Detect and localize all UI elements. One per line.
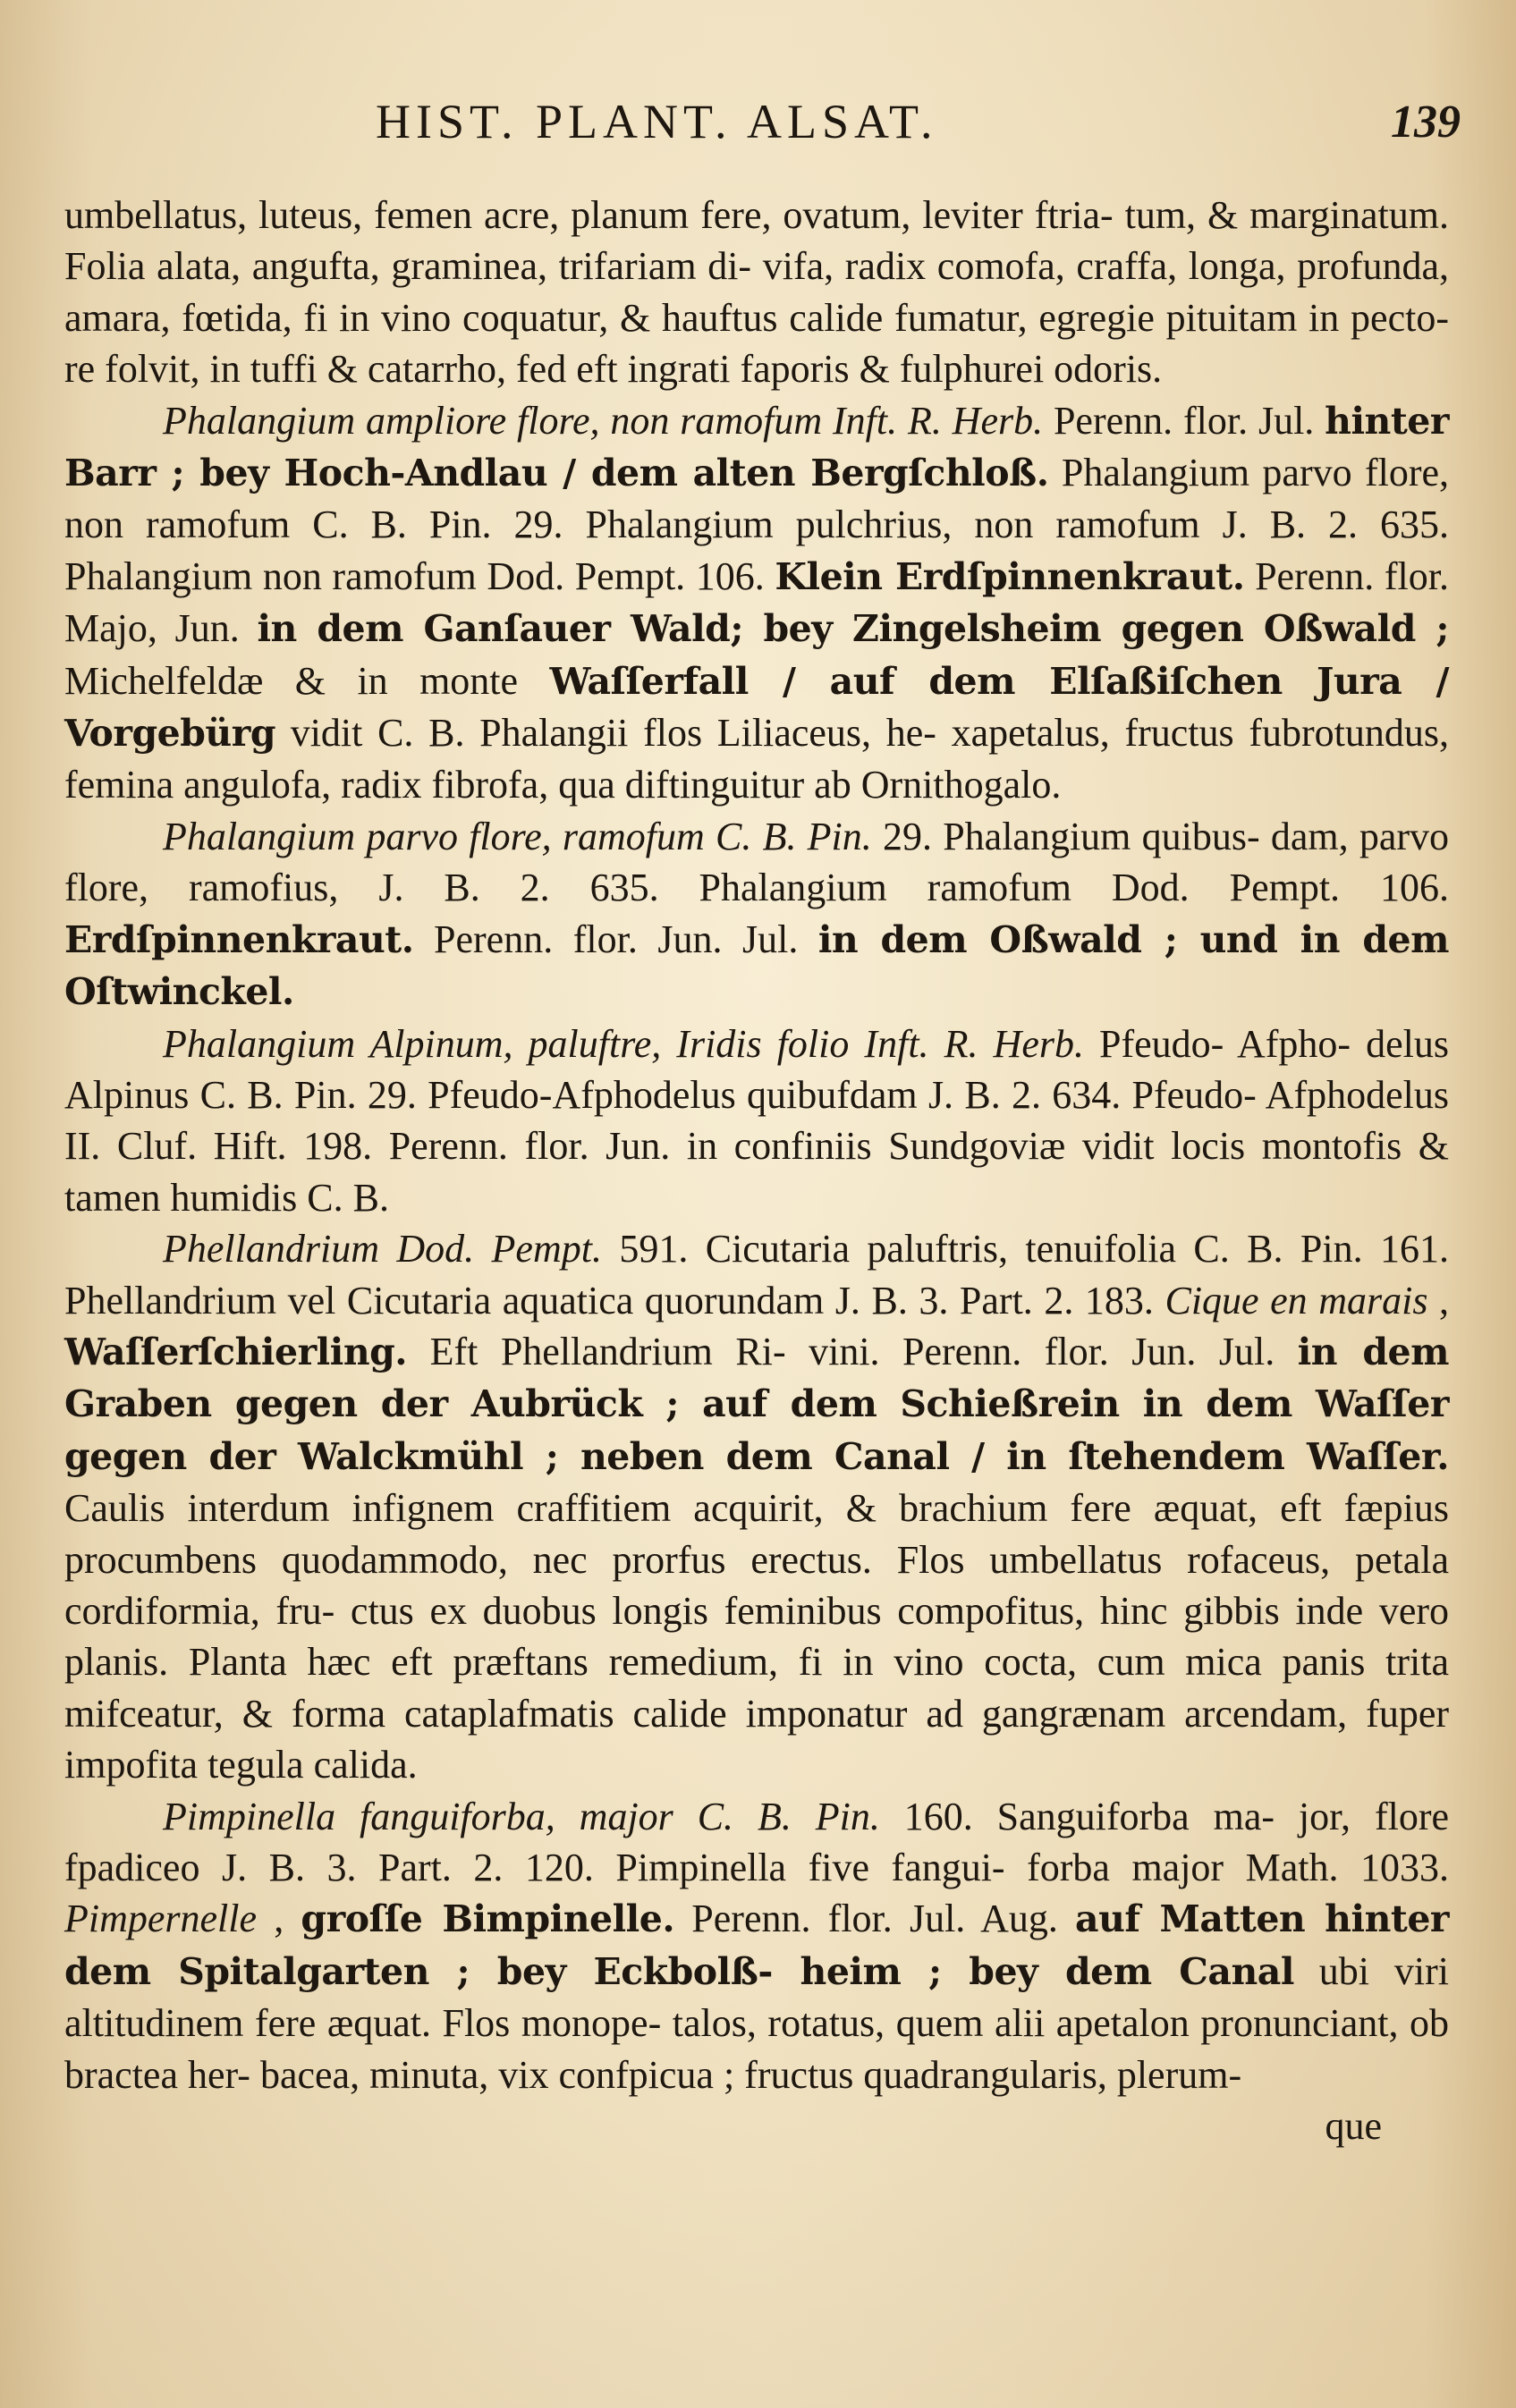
text-run: ,	[1427, 1278, 1450, 1322]
text-run: Pfeudo- Afpho- delus Alpinus C. B. Pin. 29. Pfeudo-Afphodelus quibufdam J. B. 2. 634. Pfeudo- Afphodelus II. Cluf. Hift. 198. Perenn. flor. Jun. in confiniis Sundgoviæ vidit locis montofis & tamen humidis C. B.	[64, 1021, 1449, 1220]
text-run: Eft Phellandrium Ri- vini. Perenn. flor. Jun. Jul.	[407, 1329, 1298, 1373]
page-header	[0, 94, 1516, 148]
text-run: vidit C. B. Phalangii flos Liliaceus, he- xapetalus, fructus fubrotundus, femina angulofa, radix fibrofa, qua diftinguitur ab Ornithogalo.	[64, 711, 1449, 807]
italic-run: Phalangium Alpinum, paluftre, Iridis folio Inft. R. Herb.	[163, 1021, 1084, 1066]
paragraph	[64, 811, 1449, 1018]
text-run: Caulis interdum infignem craffitiem acquirit, & brachium fere æquat, eft fæpius procumbens quodammodo, nec prorfus erectus. Flos umbellatus rofaceus, petala cordiformia, fru- ctus ex duobus longis feminibus compofitus, hinc gibbis inde vero planis. Planta hæc eft præftans remedium, fi in vino cocta, cum mica panis trita mifceatur, & forma cataplafmatis calide imponatur ad gangrænam arcendam, fuper impofita tegula calida.	[64, 1486, 1449, 1787]
german-name-run: Erdſpinnenkraut.	[64, 917, 414, 961]
text-run: Perenn. flor. Jul.	[1043, 398, 1325, 443]
german-name-run: auf Matten hinter dem Spitalgarten ; bey Eckbolß- heim ; bey dem Canal	[64, 1897, 1450, 1993]
text-run: 160. Sanguiforba ma- jor, flore fpadiceo J. B. 3. Part. 2. 120. Pimpinella five fangui- forba major Math. 1033.	[64, 1794, 1449, 1889]
paragraph	[64, 190, 1449, 395]
italic-run: Cique en marais	[1165, 1278, 1428, 1322]
paragraph	[64, 1791, 1449, 2100]
paragraph	[64, 1223, 1449, 1790]
text-run: Perenn. flor. Majo, Jun.	[64, 553, 1449, 651]
catchword: que	[1325, 2104, 1382, 2149]
running-head: HIST. PLANT. ALSAT.	[376, 95, 938, 148]
german-name-run: in dem Graben gegen der Aubrück ; auf dem Schießrein in dem Waſſer gegen der Walckmühl ; neben dem Canal / in ſtehendem Waſſer.	[64, 1330, 1449, 1478]
paragraph	[64, 1018, 1449, 1224]
text-run: Michelfeldæ & in monte	[64, 658, 550, 703]
italic-run: Pimpinella fanguiforba, major C. B. Pin.	[163, 1794, 880, 1838]
german-name-run: hinter Barr ; bey Hoch-Andlau / dem alten Bergſchloß.	[64, 399, 1449, 495]
text-run: 29. Phalangium quibus- dam, parvo flore, ramofius, J. B. 2. 635. Phalangium ramofum Dod. Pempt. 106.	[64, 814, 1449, 910]
body-text	[64, 190, 1449, 2151]
german-name-run: groſſe Bimpinelle.	[301, 1897, 675, 1941]
text-run: umbellatus, luteus, femen acre, planum fere, ovatum, leviter ftria- tum, & marginatum. Folia alata, angufta, graminea, trifariam di- vifa, radix comofa, craffa, longa, profunda, amara, fœtida, fi in vino coquatur, & hauftus calide fumatur, egregie pituitam in pecto- re folvit, in tuffi & catarrho, fed eft ingrati faporis & fulphurei odoris.	[64, 193, 1449, 392]
text-run: ubi viri altitudinem fere æquat. Flos monope- talos, rotatus, quem alii apetalon pronunciant, ob bractea her- bacea, minuta, vix confpicua ; fructus quadrangularis, plerum-	[64, 1948, 1449, 2097]
text-run: Perenn. flor. Jul. Aug.	[674, 1897, 1076, 1941]
text-run: 591. Cicutaria paluftris, tenuifolia C. B. Pin. 161. Phellandrium vel Cicutaria aquatica quorundam J. B. 3. Part. 2. 183.	[64, 1227, 1449, 1322]
italic-run: Phalangium parvo flore, ramofum C. B. Pin.	[163, 814, 872, 858]
german-name-run: Klein Erdſpinnenkraut.	[775, 554, 1245, 598]
german-name-run: in dem Ganſauer Wald; bey Zingelsheim gegen Oßwald ;	[257, 607, 1449, 651]
german-name-run: Waſſerfall / auf dem Elſaßiſchen Jura / Vorgebürg	[64, 659, 1449, 756]
italic-run: Phalangium ampliore flore, non ramofum Inft. R. Herb.	[163, 398, 1044, 443]
paragraph	[64, 395, 1449, 811]
italic-run: Phellandrium Dod. Pempt.	[163, 1227, 602, 1272]
text-run: Phalangium parvo flore, non ramofum C. B. Pin. 29. Phalangium pulchrius, non ramofum J. B. 2. 635. Phalangium non ramofum Dod. Pempt. 106.	[64, 451, 1450, 598]
text-run: Perenn. flor. Jun. Jul.	[413, 917, 818, 961]
page-number: 139	[1391, 97, 1461, 148]
text-run: ,	[257, 1897, 301, 1941]
german-name-run: in dem Oßwald ; und in dem Oſtwinckel.	[64, 917, 1449, 1014]
italic-run: Pimpernelle	[64, 1897, 258, 1941]
german-name-run: Waſſerſchierling.	[64, 1330, 408, 1373]
